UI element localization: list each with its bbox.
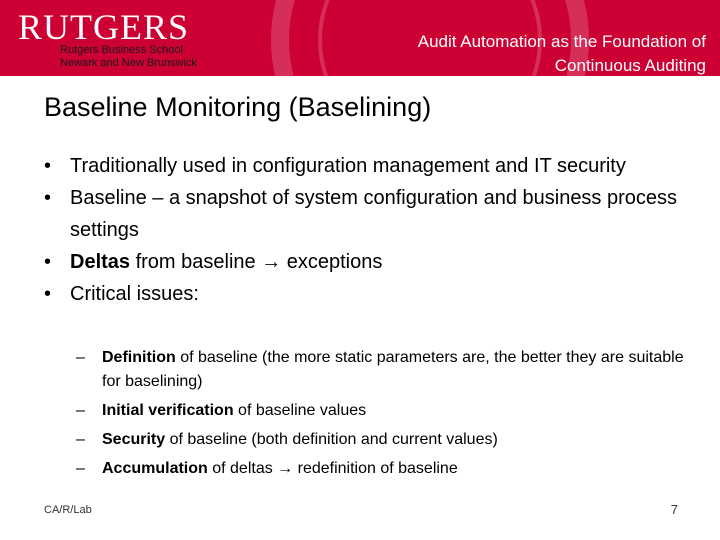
sub-bullet-item — [76, 428, 686, 452]
sub-bullet-bold: Security — [102, 431, 166, 448]
logo-subtitle-school: Rutgers Business School — [60, 44, 183, 56]
bullet-text: Baseline – a snapshot of system configuration and business process settings — [70, 187, 678, 241]
bullet-item — [44, 246, 684, 278]
rutgers-logo: RUTGERS — [18, 7, 190, 47]
sub-bullet-text: of baseline (the more static parameters are, the better they are suitable for baselining) — [102, 349, 684, 390]
page-number: 7 — [670, 502, 678, 517]
sub-bullet-bold: Definition — [102, 349, 176, 366]
bullet-text: from baseline → exceptions — [130, 251, 383, 273]
dash-icon: – — [76, 349, 85, 366]
sub-bullet-text: of baseline (both definition and current values) — [165, 431, 498, 448]
sub-bullet-list — [76, 346, 686, 486]
bullet-item — [44, 182, 684, 246]
bullet-bold: Deltas — [70, 251, 131, 273]
dash-icon: – — [76, 402, 85, 419]
sub-bullet-bold: Accumulation — [102, 460, 208, 477]
bullet-dot-icon: • — [44, 155, 52, 177]
dash-icon: – — [76, 431, 85, 448]
sub-bullet-bold: Initial verification — [102, 402, 234, 419]
bullet-text: Critical issues: — [70, 283, 199, 305]
bullet-dot-icon: • — [44, 187, 52, 209]
slide-title: Baseline Monitoring (Baselining) — [44, 92, 432, 122]
sub-bullet-item — [76, 457, 686, 481]
sub-bullet-text: of baseline values — [233, 402, 367, 419]
dash-icon: – — [76, 460, 85, 477]
header-banner — [0, 0, 720, 76]
bullet-item — [44, 150, 684, 182]
bullet-dot-icon: • — [44, 283, 52, 305]
bullet-item — [44, 278, 684, 310]
header-title: Audit Automation as the Foundation of Continuous Auditing — [417, 32, 706, 75]
bullet-list — [44, 150, 684, 310]
sub-bullet-item — [76, 346, 686, 394]
logo-subtitle-campus: Newark and New Brunswick — [60, 57, 197, 69]
bullet-dot-icon: • — [44, 251, 52, 273]
sub-bullet-item — [76, 399, 686, 423]
bullet-text: Traditionally used in configuration management and IT security — [70, 155, 626, 177]
sub-bullet-text: of deltas → redefinition of baseline — [207, 460, 458, 477]
footer-label: CA/R/Lab — [44, 504, 92, 516]
